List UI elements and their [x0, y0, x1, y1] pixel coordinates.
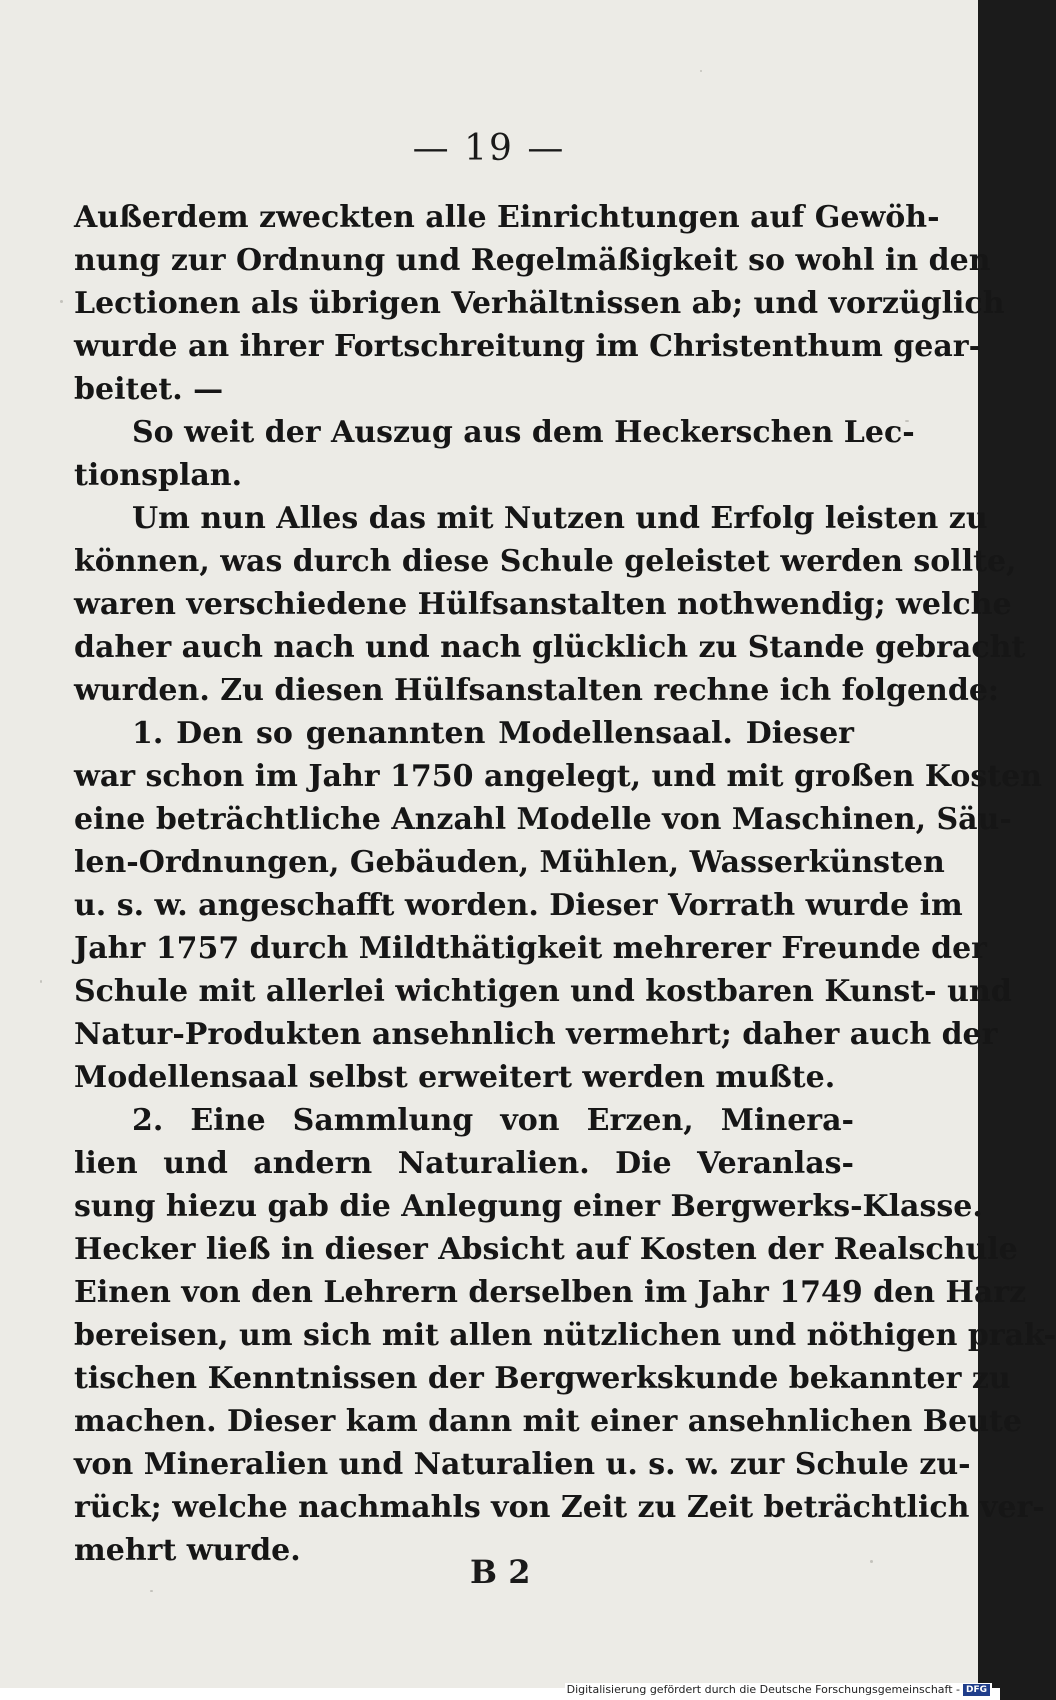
signature-mark: B 2	[470, 1553, 531, 1591]
text-line: tischen Kenntnissen der Bergwerkskunde bekannter zu	[74, 1361, 1011, 1396]
text-line: len-Ordnungen, Gebäuden, Mühlen, Wasserkünsten	[74, 845, 945, 880]
text-line: Um nun Alles das mit Nutzen und Erfolg leisten zu	[132, 501, 988, 536]
text-line: wurden. Zu diesen Hülfsanstalten rechne ich folgende:	[74, 673, 999, 708]
text-line: Schule mit allerlei wichtigen und kostbaren Kunst- und	[74, 974, 1012, 1009]
text-line: eine beträchtliche Anzahl Modelle von Maschinen, Säu-	[74, 802, 1012, 837]
text-line: 1. Den so genannten Modellensaal. Dieser	[132, 716, 854, 751]
text-line: u. s. w. angeschafft worden. Dieser Vorrath wurde im	[74, 888, 963, 923]
text-line: Lectionen als übrigen Verhältnissen ab; und vorzüglich	[74, 286, 1005, 321]
text-line: nung zur Ordnung und Regelmäßigkeit so wohl in den	[74, 243, 991, 278]
text-line: Modellensaal selbst erweitert werden mußte.	[74, 1060, 836, 1095]
text-line: lien und andern Naturalien. Die Veranlas-	[74, 1146, 854, 1181]
text-line: 2. Eine Sammlung von Erzen, Minera-	[132, 1103, 854, 1138]
body-text	[74, 196, 1056, 1572]
text-line: beitet. —	[74, 372, 224, 407]
text-line: So weit der Auszug aus dem Heckerschen Lec-	[132, 415, 915, 450]
text-line: mehrt wurde.	[74, 1533, 301, 1568]
text-line: Natur-Produkten ansehnlich vermehrt; daher auch der	[74, 1017, 998, 1052]
text-line: wurde an ihrer Fortschreitung im Christenthum gear-	[74, 329, 982, 364]
text-line: waren verschiedene Hülfsanstalten nothwendig; welche	[74, 587, 1012, 622]
text-line: Einen von den Lehrern derselben im Jahr 1749 den Harz	[74, 1275, 1027, 1310]
text-line: rück; welche nachmahls von Zeit zu Zeit beträchtlich ver-	[74, 1490, 1045, 1525]
text-line: Außerdem zweckten alle Einrichtungen auf Gewöh-	[74, 200, 940, 235]
credit-text: Digitalisierung gefördert durch die Deutsche Forschungsgemeinschaft -	[566, 1683, 960, 1696]
text-line: sung hiezu gab die Anlegung einer Bergwerks-Klasse.	[74, 1189, 983, 1224]
digitization-credit	[565, 1683, 992, 1696]
text-line: bereisen, um sich mit allen nützlichen und nöthigen prak-	[74, 1318, 1056, 1353]
text-line: war schon im Jahr 1750 angelegt, und mit großen Kosten	[74, 759, 1042, 794]
text-line: machen. Dieser kam dann mit einer ansehnlichen Beute	[74, 1404, 1023, 1439]
dfg-logo-badge: DFG	[963, 1684, 990, 1696]
text-line: Hecker ließ in dieser Absicht auf Kosten der Realschule	[74, 1232, 1018, 1267]
text-line: von Mineralien und Naturalien u. s. w. zur Schule zu-	[74, 1447, 971, 1482]
text-line: tionsplan.	[74, 458, 243, 493]
text-line: können, was durch diese Schule geleistet werden sollte,	[74, 544, 1017, 579]
page-number-header: — 19 —	[412, 128, 566, 169]
text-line: daher auch nach und nach glücklich zu Stande gebracht	[74, 630, 1026, 665]
text-line: Jahr 1757 durch Mildthätigkeit mehrerer Freunde der	[74, 931, 987, 966]
